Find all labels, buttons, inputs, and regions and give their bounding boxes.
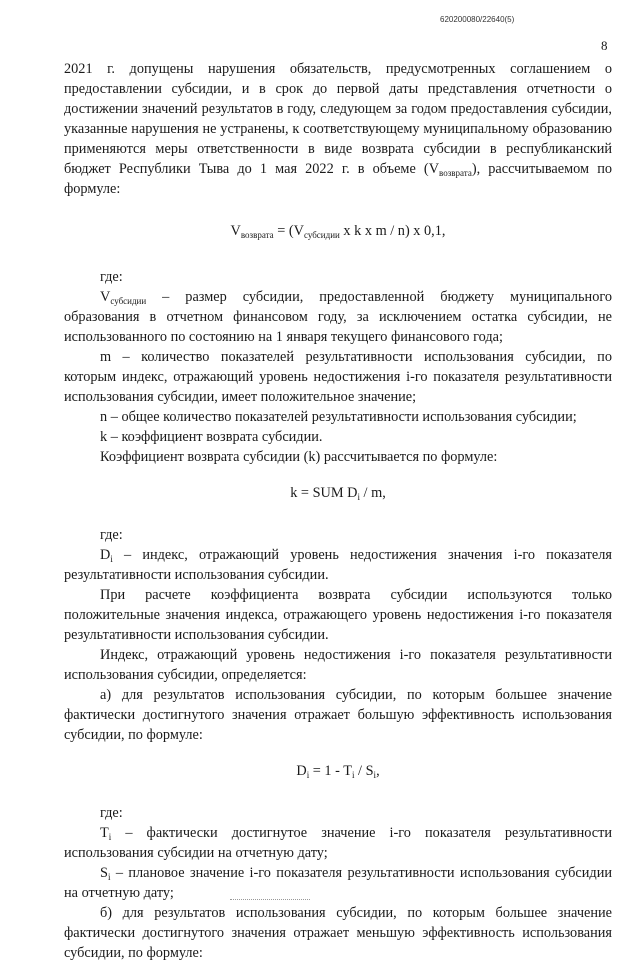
document-id: 620200080/22640(5) <box>440 15 515 24</box>
case-a: а) для результатов использования субсидии, по которым большее значение фактически достигнутого значения отражает большую эффективность использования субсидии, по формуле: <box>64 687 612 743</box>
definition-m: m – количество показателей результативности использования субсидии, по которым индекс, отражающий уровень недостижения i-го показателя результативности использования субсидии, имеет положительное значение; <box>64 349 612 405</box>
where-label: где: <box>100 805 123 821</box>
definition-k: k – коэффициент возврата субсидии. <box>100 429 323 445</box>
definition-d: $D_i$ – индекс, отражающий уровень недостижения значения i-го показателя результативности использования субсидии. <box>64 547 612 583</box>
case-b: б) для результатов использования субсидии, по которым большее значение фактически достигнутого значения отражает меньшую эффективность использования субсидии, по формуле: <box>64 905 612 961</box>
intro-paragraph: 2021 г. допущены нарушения обязательств, предусмотренных соглашением о предоставлении субсидии, и в срок до первой даты представления отчетности о достижении значений результатов в году, следующем за годом предоставления субсидии, указанные нарушения не устранены, к соответствующему муниципальному образованию применяются меры ответственности в виде возврата субсидии в республиканский бюджет Республики Тыва до 1 мая 2022 г. в объеме $(V_{возврата})$, рассчитываемом по формуле: <box>64 61 612 197</box>
formula-k: k = SUM $D_i$ / m, <box>290 485 386 502</box>
definition-s: $S_i$ – плановое значение i-го показателя результативности использования субсидии на отчетную дату; <box>64 865 612 901</box>
definition-t: $T_i$ – фактически достигнутое значение i-го показателя результативности использования субсидии на отчетную дату; <box>64 825 612 861</box>
scan-artifact-divider <box>230 899 310 902</box>
k-formula-intro: Коэффициент возврата субсидии (k) рассчитывается по формуле: <box>100 449 498 465</box>
formula-d: $D_i = 1 - T_i / S_i$, <box>296 763 380 780</box>
definition-v-subsidy: $V_{субсидии}$ – размер субсидии, предоставленной бюджету муниципального образования в отчетном финансовом году, за исключением остатка субсидии, не использованного по состоянию на 1 января текущего финансового года; <box>64 289 612 345</box>
formula-refund-volume: $V_{возврата} = (V_{субсидии}$ x k x m / n) x 0,1, <box>230 223 446 240</box>
where-label: где: <box>100 269 123 285</box>
positive-values-note: При расчете коэффициента возврата субсидии используются только положительные значения индекса, отражающего уровень недостижения i-го показателя результативности использования субсидии. <box>64 587 612 643</box>
document-body <box>64 59 612 963</box>
where-label: где: <box>100 527 123 543</box>
index-intro: Индекс, отражающий уровень недостижения i-го показателя результативности использования субсидии, определяется: <box>64 647 612 683</box>
page-number: 8 <box>601 38 608 53</box>
definition-n: n – общее количество показателей результативности использования субсидии; <box>100 409 577 425</box>
